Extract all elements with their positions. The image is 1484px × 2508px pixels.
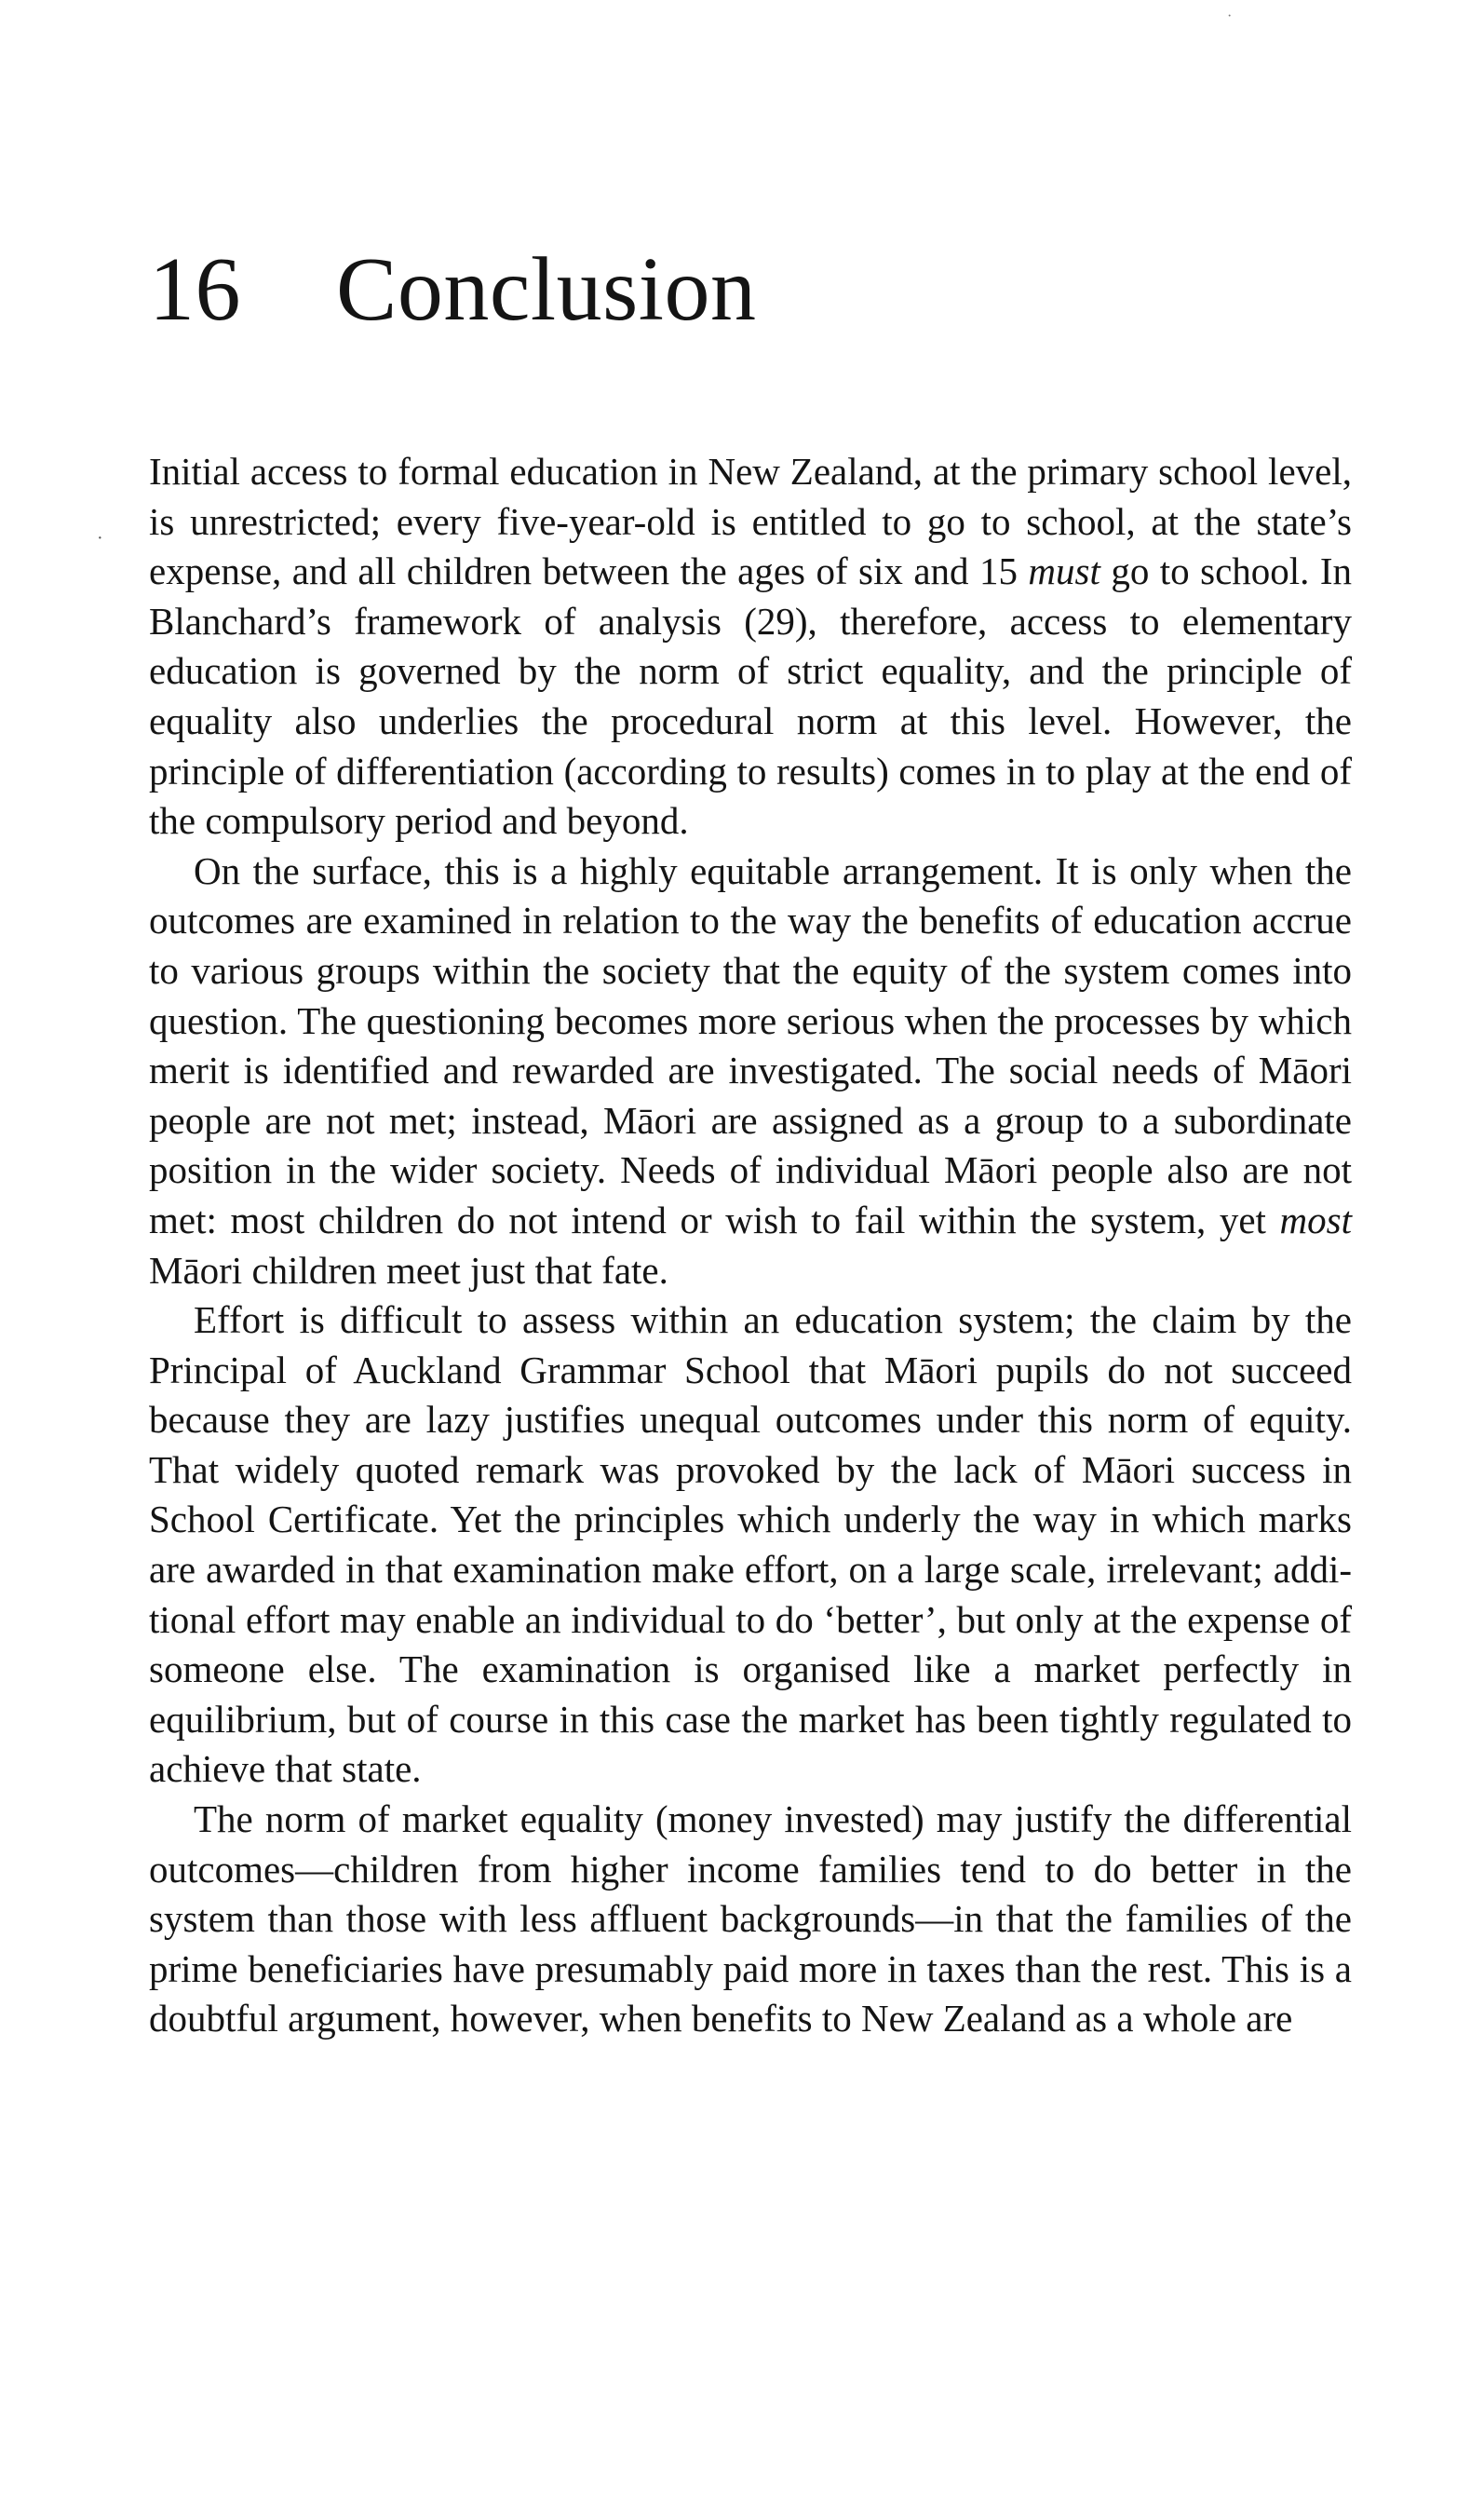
chapter-heading [149,239,757,340]
paragraph-text: Effort is difficult to assess within an education system; the claim by the Principal of Auckland Grammar School that Māori pupils do not succeed because they are lazy justifies unequal outcomes under this norm of equity. That widely quoted remark was provoked by the lack of Māori success in School Certificate. Yet the principles which underly the way in which marks are awarded in that examination make effort, on a large scale, irrelevant; additional effort may enable an individual to do ‘better’, but only at the expense of someone else. The examination is organised like a market perfectly in equilibrium, but of course in this case the market has been tightly regulated to achieve that state. [149,1298,1352,1791]
paragraph-text: Initial access to formal education in New Zealand, at the primary school level, is unrestricted; every five-year-old is entitled to go to school, at the state’s expense, and all children between the ages of six and 15 [149,450,1352,593]
body-text [149,447,1352,2044]
paragraph-text: The norm of market equality (money invested) may justify the differential outcomes—children from higher income families tend to do better in the system than those with less affluent backgrounds—in that the families of the prime beneficiaries have presumably paid more in taxes than the rest. This is a doubtful argument, however, when benefits to New Zealand as a whole are [149,1797,1352,2040]
paragraph-text: Māori children meet just that fate. [149,1248,668,1292]
emphasis-text: must [1028,549,1100,593]
stray-mark: · [1227,8,1233,24]
margin-mark: · [97,528,103,549]
chapter-number: 16 [149,239,241,340]
paragraph [149,1795,1352,2044]
paragraph-text: On the surface, this is a highly equitable arrangement. It is only when the outcomes are examined in relation to the way the benefits of education accrue to various groups within the society that the equity of the system comes into question. The questioning becomes more serious when the processes by which merit is identified and rewarded are investigated. The social needs of Māori people are not met; instead, Māori are assigned as a group to a subordinate position in the wider society. Needs of individual Māori people also are not met: most children do not intend or wish to fail within the system, yet [149,848,1352,1241]
chapter-title: Conclusion [336,239,757,340]
paragraph [149,447,1352,847]
paragraph [149,1295,1352,1795]
paragraph [149,847,1352,1295]
emphasis-text: most [1279,1198,1352,1241]
paragraph-text: go to school. In Blanchard’s framework of analysis (29), therefore, access to elementary education is governed by the norm of strict equality, and the principle of equality also underlies the procedural norm at this level. However, the principle of differentiation (according to results) comes in to play at the end of the compulsory period and beyond. [149,549,1353,843]
